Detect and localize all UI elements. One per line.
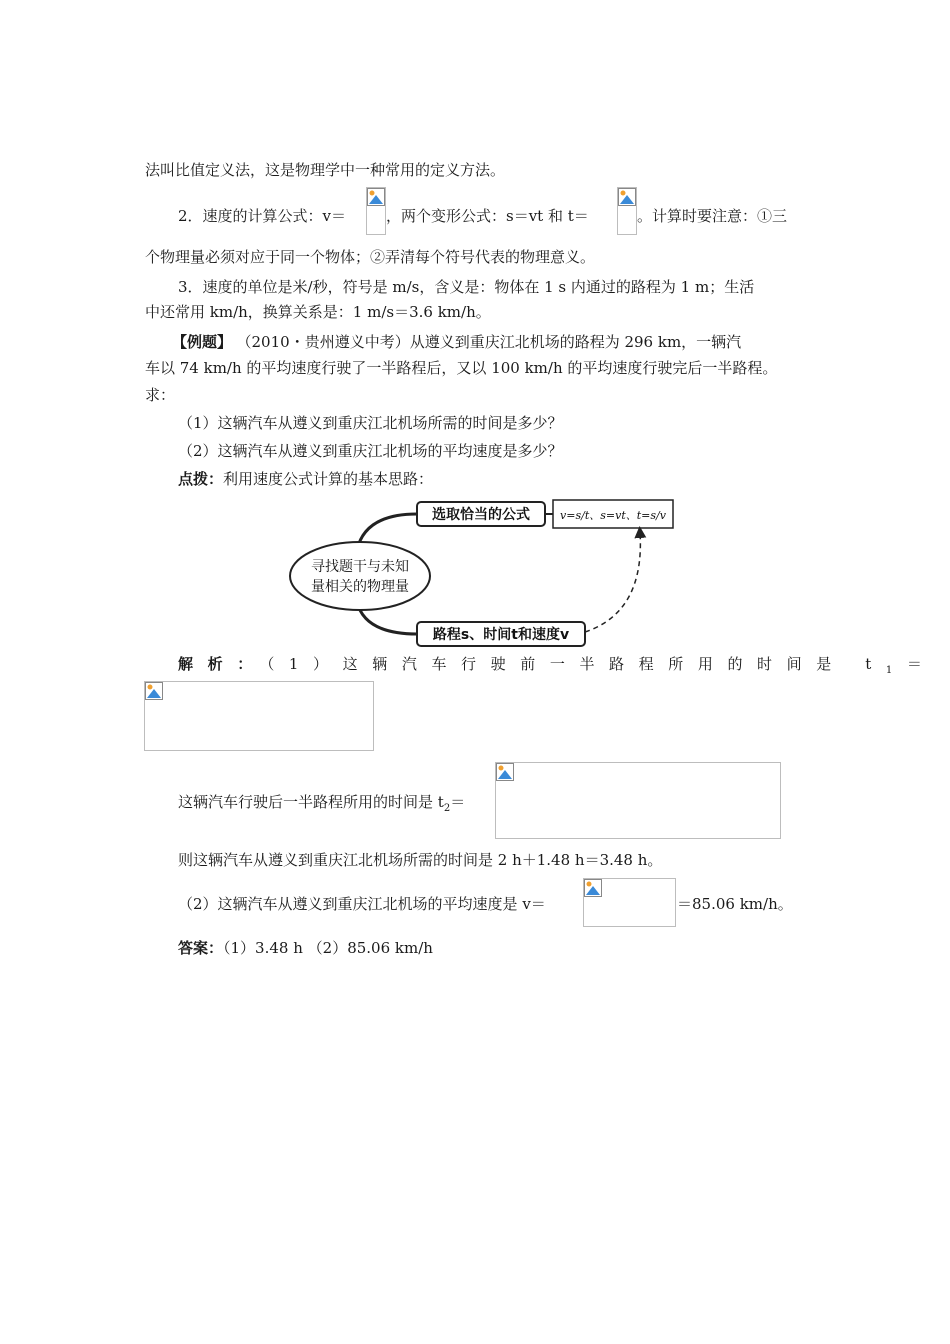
center-ellipse <box>290 542 430 610</box>
text-line: ，两个变形公式：s＝vt 和 t＝ <box>386 207 589 225</box>
center-text-line2: 量相关的物理量 <box>311 579 409 595</box>
subscript: 2 <box>443 803 451 814</box>
bottom-box-text: 路程s、时间t和速度v <box>432 627 570 643</box>
answer-text: （1）3.48 h （2）85.06 km/h <box>223 939 433 957</box>
broken-image-icon <box>618 188 636 206</box>
answer-label: 答案： <box>178 939 224 957</box>
text-line: 个物理量必须对应于同一个物体；②弄清每个符号代表的物理意义。 <box>145 248 596 266</box>
question-2: （2）这辆汽车从遵义到重庆江北机场的平均速度是多少？ <box>178 442 563 460</box>
hint-label: 点拨： <box>178 470 224 488</box>
example-line <box>172 331 741 352</box>
analysis-label: 解析： <box>178 655 267 673</box>
equals-sign: ＝ <box>450 793 466 811</box>
text-line: 中还常用 km/h，换算关系是：1 m/s＝3.6 km/h。 <box>145 303 491 321</box>
equals-sign: ＝ <box>906 655 937 673</box>
broken-image-icon <box>145 682 163 700</box>
analysis-line-4a: （2）这辆汽车从遵义到重庆江北机场的平均速度是 v＝ <box>178 895 546 913</box>
analysis-line-1 <box>178 653 936 676</box>
formula-text: v=s/t、s=vt、t=s/v <box>560 509 666 522</box>
answer-line <box>178 937 433 958</box>
formula-image-placeholder <box>366 187 386 235</box>
text-line: 2．速度的计算公式：v＝ <box>178 207 347 225</box>
thinking-diagram <box>285 492 680 657</box>
formula-image-placeholder <box>144 681 374 751</box>
text-line: 法叫比值定义法，这是物理学中一种常用的定义方法。 <box>145 161 506 179</box>
formula-image-placeholder <box>495 762 781 839</box>
formula-image-placeholder <box>583 878 676 927</box>
text-line: 。计算时要注意：①三 <box>637 207 788 225</box>
analysis-line-4b: ＝85.06 km/h。 <box>677 895 793 913</box>
broken-image-icon <box>584 879 602 897</box>
analysis-text: 这辆汽车行驶后一半路程所用的时间是 t <box>178 793 444 811</box>
question-1: （1）这辆汽车从遵义到重庆江北机场所需的时间是多少？ <box>178 414 563 432</box>
example-text: （2010・贵州遵义中考）从遵义到重庆江北机场的路程为 296 km，一辆汽 <box>244 333 742 351</box>
top-box-text: 选取恰当的公式 <box>432 507 530 523</box>
broken-image-icon <box>367 188 385 206</box>
dashed-arrow <box>585 532 640 632</box>
text-line: 3．速度的单位是米/秒，符号是 m/s，含义是：物体在 1 s 内通过的路程为 1 m；生活 <box>178 278 755 296</box>
text-line: 求： <box>145 386 176 404</box>
broken-image-icon <box>496 763 514 781</box>
analysis-line-2 <box>178 791 465 814</box>
hint-text: 利用速度公式计算的基本思路： <box>223 470 434 488</box>
example-tag: 【例题】 <box>172 333 233 351</box>
subscript: 1 <box>885 665 907 676</box>
analysis-text: （1）这辆汽车行驶前一半路程所用的时间是 t <box>266 655 886 673</box>
text-line: 车以 74 km/h 的平均速度行驶了一半路程后，又以 100 km/h 的平均速度行驶完后一半路程。 <box>145 359 778 377</box>
formula-image-placeholder <box>617 187 637 235</box>
analysis-line-3: 则这辆汽车从遵义到重庆江北机场所需的时间是 2 h＋1.48 h＝3.48 h。 <box>178 851 663 869</box>
hint-line <box>178 468 433 489</box>
center-text-line1: 寻找题干与未知 <box>311 559 409 575</box>
